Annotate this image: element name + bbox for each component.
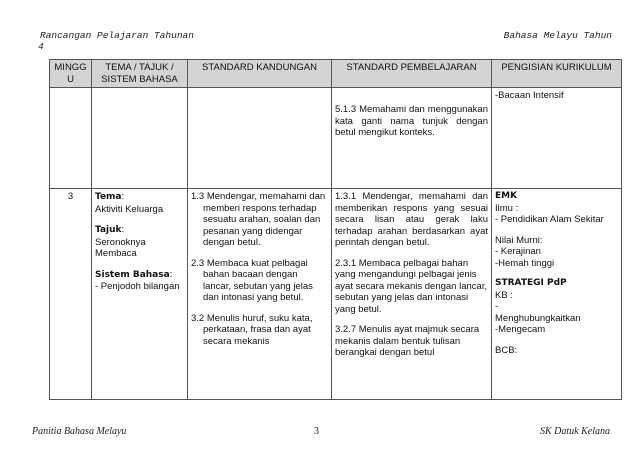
sistem-bahasa-value: - Penjodoh bilangan bbox=[95, 281, 180, 292]
cell-curriculum-prev bbox=[492, 88, 622, 189]
tema-value: Aktiviti Keluarga bbox=[95, 203, 164, 215]
week-number: 3 bbox=[67, 191, 74, 202]
learning-standard-3-2-7: 3.2.7 Menulis ayat majmuk secara mekanis dalam bentuk tulisan berangkai dengan betul bbox=[335, 324, 480, 358]
kb-item-menghubungkaitkan: Menghubungkaitkan bbox=[495, 312, 581, 324]
nilai-murni-label: Nilai Murni: bbox=[495, 234, 543, 246]
kb-dash: - bbox=[495, 301, 499, 312]
ilmu-label: Ilmu : bbox=[495, 202, 519, 214]
table-row bbox=[50, 88, 622, 189]
cell-week bbox=[50, 189, 92, 400]
strategi-pdp-label: STRATEGI PdP bbox=[495, 278, 567, 288]
kb-item-mengecam: -Mengecam bbox=[495, 324, 546, 335]
cell-curriculum bbox=[492, 189, 622, 400]
cell-theme-prev bbox=[92, 88, 188, 189]
col-header-theme: TEMA / TAJUK / SISTEM BAHASA bbox=[92, 60, 188, 88]
cell-week-prev bbox=[50, 88, 92, 189]
kb-label: KB : bbox=[495, 289, 513, 301]
curriculum-item-bacaan: -Bacaan Intensif bbox=[495, 90, 564, 101]
bcb-label: BCB: bbox=[495, 344, 518, 356]
col-header-learning-standard: STANDARD PEMBELAJARAN bbox=[332, 60, 492, 88]
col-header-week: MINGGU bbox=[50, 60, 92, 88]
tajuk-label: Tajuk bbox=[95, 225, 122, 235]
footer-page-number: 3 bbox=[314, 426, 319, 437]
sistem-bahasa-label: Sistem Bahasa bbox=[95, 269, 170, 280]
learning-standard-1-3-1: 1.3.1 Mendengar, memahami dan memberikan respons yang sesuai secara lisan atau gerak laku terhadap arahan berdasarkan ayat perintah dengan betul. bbox=[335, 191, 488, 248]
footer-department: Panitia Bahasa Melayu bbox=[32, 426, 127, 437]
cell-learning-standard bbox=[332, 189, 492, 400]
header-plan-title: Rancangan Pelajaran Tahunan bbox=[40, 30, 194, 41]
emk-label: EMK bbox=[495, 191, 518, 201]
learning-standard-5-1-3: 5.1.3 Memahami dan menggunakan kata ganti nama tunjuk dengan betul mengikut konteks. bbox=[335, 104, 488, 138]
tema-label: Tema bbox=[95, 192, 122, 202]
col-header-content-standard: STANDARD KANDUNGAN bbox=[188, 60, 332, 88]
lesson-plan-table bbox=[49, 59, 622, 400]
tajuk-value: Seronoknya Membaca bbox=[95, 236, 146, 259]
table-row bbox=[50, 189, 622, 400]
footer-school: SK Datuk Kelana bbox=[540, 426, 610, 437]
nilai-item-kerajinan: - Kerajinan bbox=[495, 246, 541, 257]
content-standard-1-3: 1.3 Mendengar, memahami dan memberi respons terhadap sesuatu arahan, soalan dan pesanan yang didengar dengan betul. bbox=[191, 191, 326, 248]
cell-theme: Tema: Aktiviti Keluarga Tajuk: Seronoknya Membaca Sistem Bahasa: - Penjodoh bilangan bbox=[92, 189, 188, 400]
content-standard-3-2: 3.2 Menulis huruf, suku kata, perkataan, frasa dan ayat secara mekanis bbox=[191, 312, 313, 347]
document-header-title bbox=[40, 30, 210, 41]
cell-content-prev bbox=[188, 88, 332, 189]
ilmu-value: - Pendidikan Alam Sekitar bbox=[495, 214, 604, 225]
learning-standard-2-3-1: 2.3.1 Membaca pelbagai bahan yang mengandungi pelbagai jenis ayat secara mekanis dengan lancar, sebutan yang jelas dan intonasi yang betul. bbox=[335, 257, 488, 315]
header-subject-title: Bahasa Melayu Tahun bbox=[503, 30, 612, 41]
content-standard-2-3: 2.3 Membaca kuat pelbagai bahan bacaan dengan lancar, sebutan yang jelas dan intonasi yang betul. bbox=[191, 257, 313, 303]
cell-learning-prev bbox=[332, 88, 492, 189]
header-grade: 4 bbox=[38, 41, 44, 52]
cell-content-standard bbox=[188, 189, 332, 400]
col-header-curriculum: PENGISIAN KURIKULUM bbox=[492, 60, 622, 88]
nilai-item-hemah: -Hemah tinggi bbox=[495, 257, 555, 269]
table-header-row bbox=[50, 60, 622, 88]
